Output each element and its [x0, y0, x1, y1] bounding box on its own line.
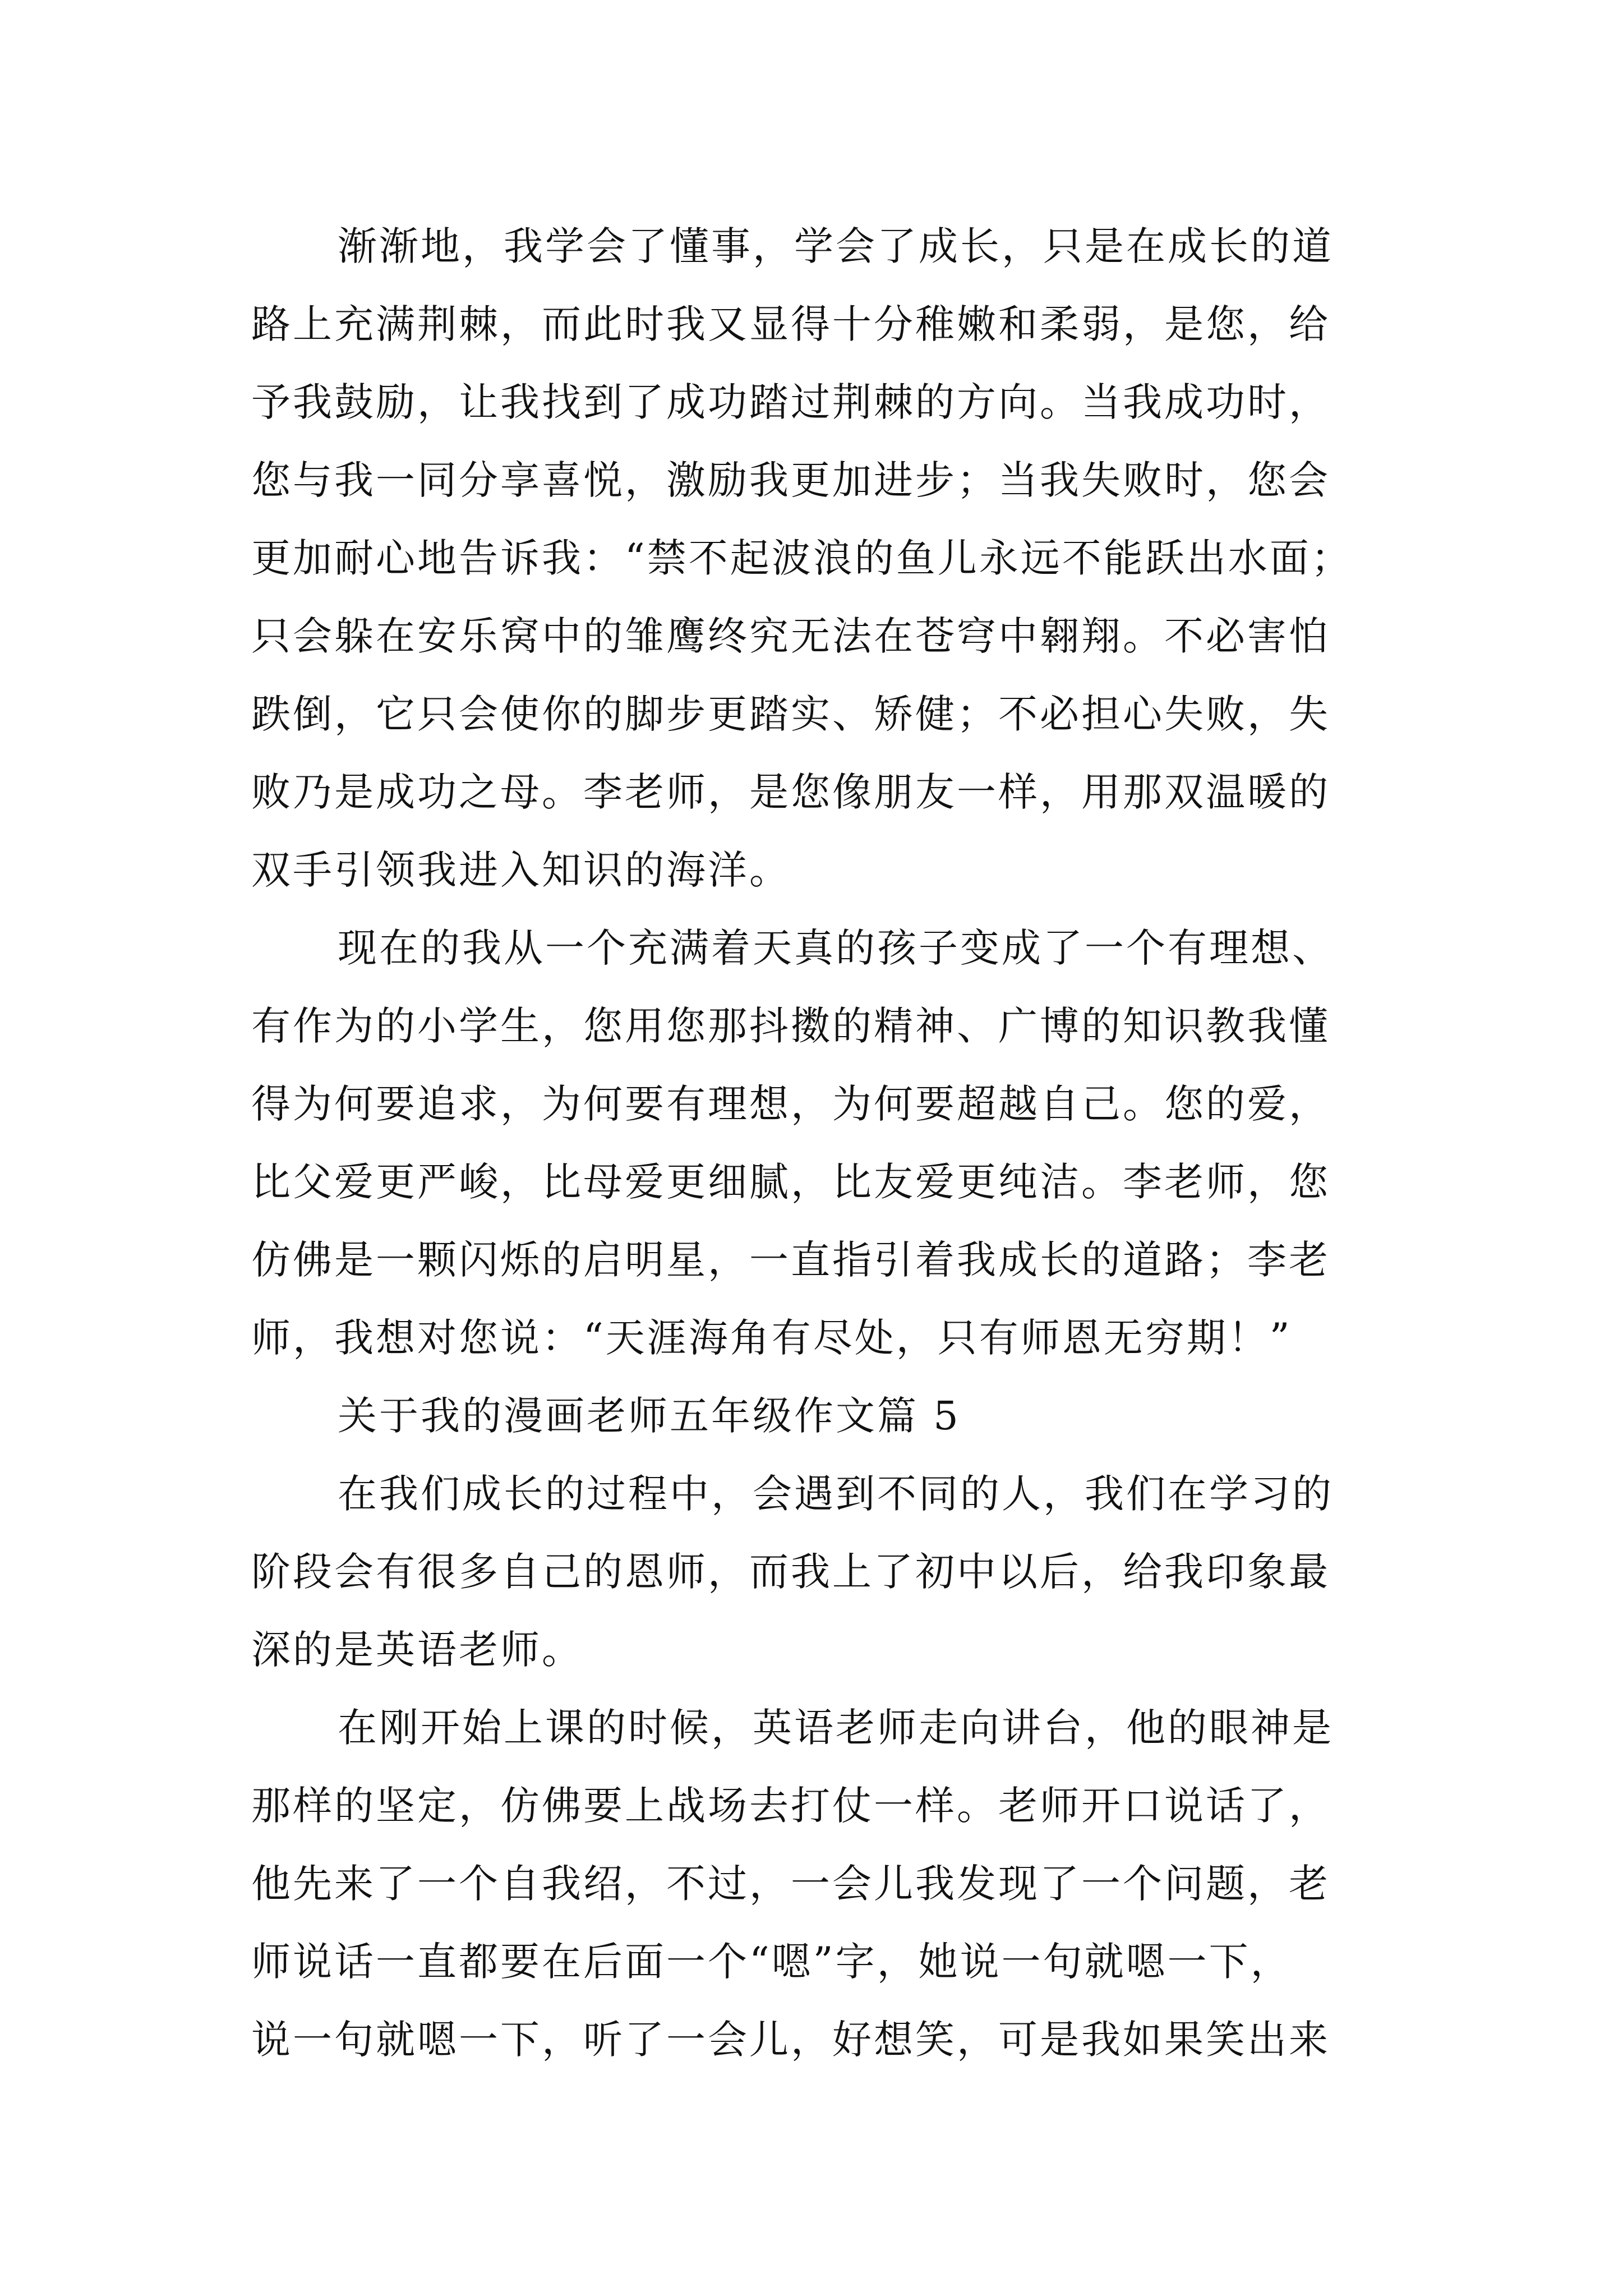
paragraph-line: 他先来了一个自我绍，不过，一会儿我发现了一个问题，老	[251, 1861, 1330, 1907]
paragraph-line: 双手引领我进入知识的海洋。	[251, 847, 791, 893]
paragraph-line: 得为何要追求，为何要有理想，为何要超越自己。您的爱，	[251, 1081, 1330, 1127]
paragraph-line: 败乃是成功之母。李老师，是您像朋友一样，用那双温暖的	[251, 769, 1330, 815]
paragraph-line: 路上充满荆棘，而此时我又显得十分稚嫩和柔弱，是您，给	[251, 301, 1330, 347]
paragraph-line: 仿佛是一颗闪烁的启明星，一直指引着我成长的道路；李老	[251, 1237, 1330, 1283]
paragraph-line: 跌倒，它只会使你的脚步更踏实、矫健；不必担心失败，失	[251, 691, 1330, 737]
paragraph-line: 渐渐地，我学会了懂事，学会了成长，只是在成长的道	[338, 223, 1334, 269]
paragraph-line: 在刚开始上课的时候，英语老师走向讲台，他的眼神是	[338, 1705, 1334, 1751]
paragraph-line: 深的是英语老师。	[251, 1627, 583, 1673]
paragraph-line: 师，我想对您说：“天涯海角有尽处，只有师恩无穷期！”	[251, 1315, 1292, 1361]
paragraph-line: 师说话一直都要在后面一个“嗯”字，她说一句就嗯一下，	[251, 1939, 1292, 1985]
paragraph-line: 只会躲在安乐窝中的雏鹰终究无法在苍穹中翱翔。不必害怕	[251, 613, 1330, 659]
paragraph-line: 阶段会有很多自己的恩师，而我上了初中以后，给我印象最	[251, 1549, 1330, 1595]
paragraph-line: 有作为的小学生，您用您那抖擞的精神、广博的知识教我懂	[251, 1003, 1330, 1049]
paragraph-line: 在我们成长的过程中，会遇到不同的人，我们在学习的	[338, 1471, 1334, 1517]
paragraph-line: 比父爱更严峻，比母爱更细腻，比友爱更纯洁。李老师，您	[251, 1159, 1330, 1205]
paragraph-line: 予我鼓励，让我找到了成功踏过荆棘的方向。当我成功时，	[251, 379, 1330, 425]
paragraph-line: 您与我一同分享喜悦，激励我更加进步；当我失败时，您会	[251, 457, 1330, 503]
paragraph-line: 说一句就嗯一下，听了一会儿，好想笑，可是我如果笑出来	[251, 2017, 1330, 2063]
section-heading: 关于我的漫画老师五年级作文篇 5	[338, 1393, 961, 1439]
paragraph-line: 更加耐心地告诉我：“禁不起波浪的鱼儿永远不能跃出水面；	[251, 535, 1353, 581]
paragraph-line: 现在的我从一个充满着天真的孩子变成了一个有理想、	[338, 925, 1334, 971]
paragraph-line: 那样的坚定，仿佛要上战场去打仗一样。老师开口说话了，	[251, 1783, 1330, 1829]
document-body	[251, 208, 1395, 2079]
